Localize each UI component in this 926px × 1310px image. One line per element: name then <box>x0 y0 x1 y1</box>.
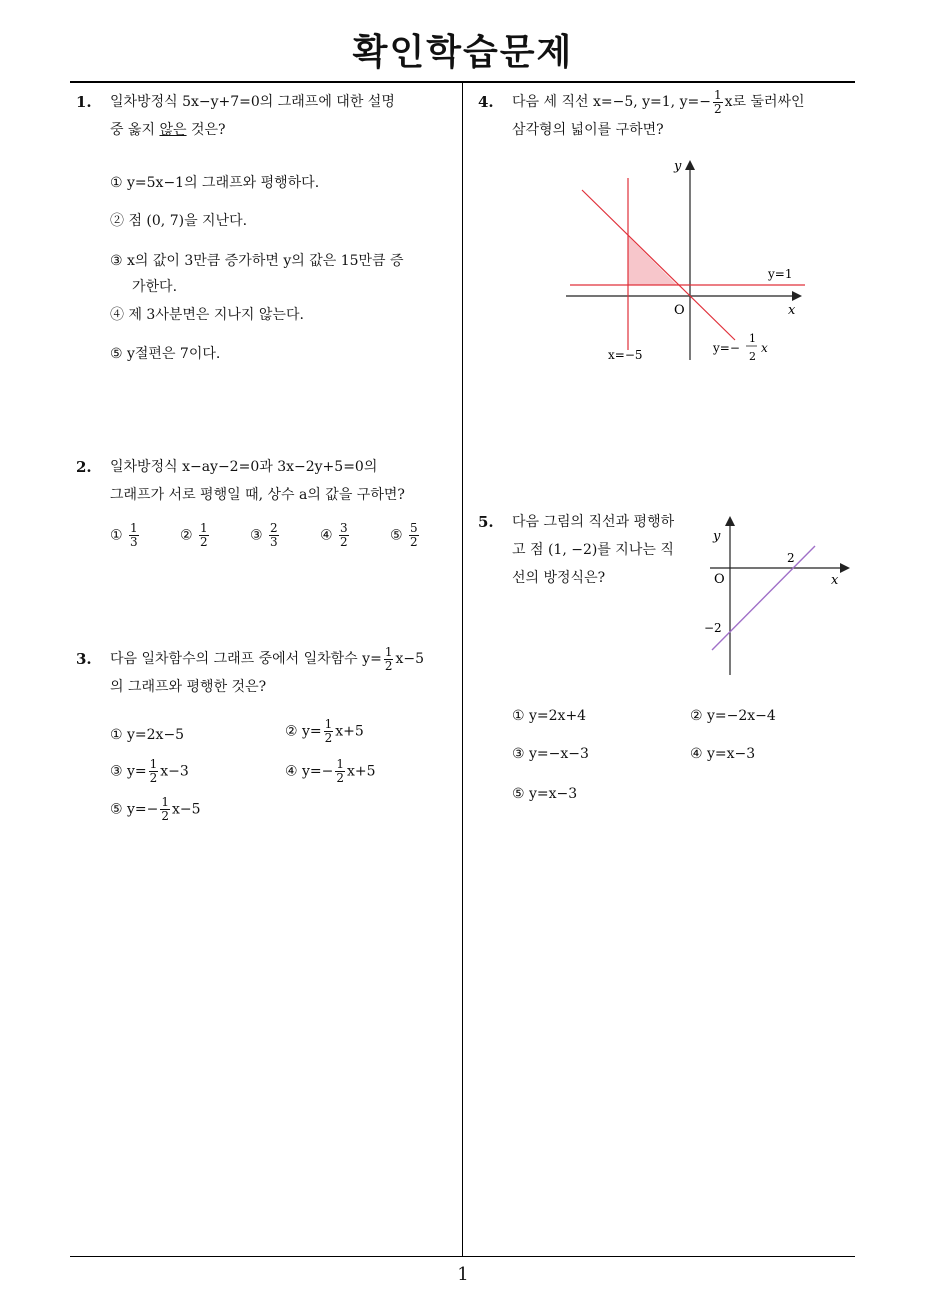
question-text <box>110 453 460 509</box>
label-line-prefix: y=− <box>713 341 740 355</box>
x-axis-arrow <box>840 563 850 573</box>
option-3[interactable]: ③ y=−x−3 <box>512 746 589 762</box>
line-y-eq-neg-half-x <box>582 190 735 340</box>
x-intercept-label: 2 <box>787 551 795 565</box>
y-axis-label: y <box>713 529 721 544</box>
option-1[interactable]: ① y=5x−1의 그래프와 평행하다. <box>110 175 320 191</box>
page-number: 1 <box>457 1264 469 1285</box>
fraction: $\frac{3}{2}$ <box>340 521 348 549</box>
option-3[interactable]: ③ $\frac{2}{3}$ <box>250 521 278 549</box>
label-x-eq-neg5: x=−5 <box>608 348 643 362</box>
option-3[interactable]: ③ x의 값이 3만큼 증가하면 y의 값은 15만큼 증 <box>110 253 404 269</box>
question-number: 1. <box>76 93 92 111</box>
option-4[interactable]: ④ y=− $\frac{1}{2}$ x+5 <box>285 757 376 785</box>
option-1[interactable]: ① y=2x+4 <box>512 708 587 724</box>
option-5[interactable]: ⑤ y=x−3 <box>512 786 578 802</box>
option-1[interactable]: ① $\frac{1}{3}$ <box>110 521 138 549</box>
option-4[interactable]: ④ $\frac{3}{2}$ <box>320 521 348 549</box>
question-line: 선의 방정식은? <box>512 570 606 586</box>
option-3-cont: 가한다. <box>132 279 178 295</box>
question-line: 일차방정식 x−ay−2=0과 3x−2y+5=0의 <box>110 459 378 475</box>
question-line: 중 옳지 않은 것은? <box>110 122 226 138</box>
question-text <box>110 88 460 144</box>
triangle-region <box>628 236 677 285</box>
option-5[interactable]: ⑤ $\frac{5}{2}$ <box>390 521 418 549</box>
fraction: $\frac{5}{2}$ <box>410 521 418 549</box>
fraction: $\frac{1}{2}$ <box>161 795 170 823</box>
origin-label: O <box>714 572 725 587</box>
footer-rule <box>70 1256 855 1257</box>
x-axis-label: x <box>831 573 839 588</box>
option-1[interactable]: ① y=2x−5 <box>110 727 185 743</box>
label-line-den: 2 <box>749 350 756 363</box>
underline-emphasis: 않은 <box>159 122 187 138</box>
question-number: 4. <box>478 93 494 111</box>
option-3[interactable]: ③ y= $\frac{1}{2}$ x−3 <box>110 757 189 785</box>
question-line: 다음 세 직선 x=−5, y=1, y=− $\frac{1}{2}$ x로 둘러싸인 <box>512 87 805 116</box>
label-line-suffix: x <box>761 341 768 355</box>
question-3 <box>76 645 461 705</box>
question-number: 3. <box>76 650 92 668</box>
fraction: $\frac{1}{2}$ <box>149 757 158 785</box>
origin-label: O <box>674 303 685 318</box>
question-line: 다음 일차함수의 그래프 중에서 일차함수 y= $\frac{1}{2}$ x−5 <box>110 644 424 673</box>
page-title: 확인학습문제 <box>352 32 574 73</box>
question-text <box>512 88 862 144</box>
option-5[interactable]: ⑤ y절편은 7이다. <box>110 346 221 362</box>
fraction: $\frac{1}{2}$ <box>384 644 393 673</box>
x-axis-label: x <box>788 303 796 318</box>
x-axis-arrow <box>792 291 802 301</box>
question-4 <box>478 88 858 148</box>
q5-graph <box>700 510 860 680</box>
question-line: 고 점 (1, −2)를 지나는 직 <box>512 542 674 558</box>
y-intercept-label: −2 <box>704 621 722 635</box>
fraction: $\frac{1}{2}$ <box>713 87 722 116</box>
question-line: 삼각형의 넓이를 구하면? <box>512 122 664 138</box>
question-text <box>110 645 470 701</box>
y-axis-arrow <box>685 160 695 170</box>
option-2[interactable]: ② y=−2x−4 <box>690 708 776 724</box>
label-y-eq-1: y=1 <box>768 267 793 281</box>
option-2[interactable]: ② y= $\frac{1}{2}$ x+5 <box>285 717 364 745</box>
option-5[interactable]: ⑤ y=− $\frac{1}{2}$ x−5 <box>110 795 201 823</box>
question-line: 의 그래프와 평행한 것은? <box>110 679 267 695</box>
fraction: $\frac{2}{3}$ <box>270 521 278 549</box>
y-axis-arrow <box>725 516 735 526</box>
question-number: 2. <box>76 458 92 476</box>
label-line-num: 1 <box>749 332 756 345</box>
question-line: 다음 그림의 직선과 평행하 <box>512 514 675 530</box>
given-line <box>712 546 815 650</box>
question-line: 그래프가 서로 평행일 때, 상수 a의 값을 구하면? <box>110 487 405 503</box>
option-2[interactable]: ② $\frac{1}{2}$ <box>180 521 208 549</box>
y-axis-label: y <box>674 159 682 174</box>
question-2 <box>76 453 461 513</box>
question-text <box>512 508 702 592</box>
question-number: 5. <box>478 513 494 531</box>
fraction: $\frac{1}{3}$ <box>130 521 138 549</box>
option-2[interactable]: ② 점 (0, 7)을 지난다. <box>110 213 248 229</box>
option-4[interactable]: ④ 제 3사분면은 지나지 않는다. <box>110 307 304 323</box>
fraction: $\frac{1}{2}$ <box>200 521 208 549</box>
fraction: $\frac{1}{2}$ <box>336 757 345 785</box>
question-line: 일차방정식 5x−y+7=0의 그래프에 대한 설명 <box>110 94 395 110</box>
fraction: $\frac{1}{2}$ <box>324 717 333 745</box>
question-5 <box>478 508 698 598</box>
q4-graph <box>560 150 820 370</box>
option-4[interactable]: ④ y=x−3 <box>690 746 756 762</box>
